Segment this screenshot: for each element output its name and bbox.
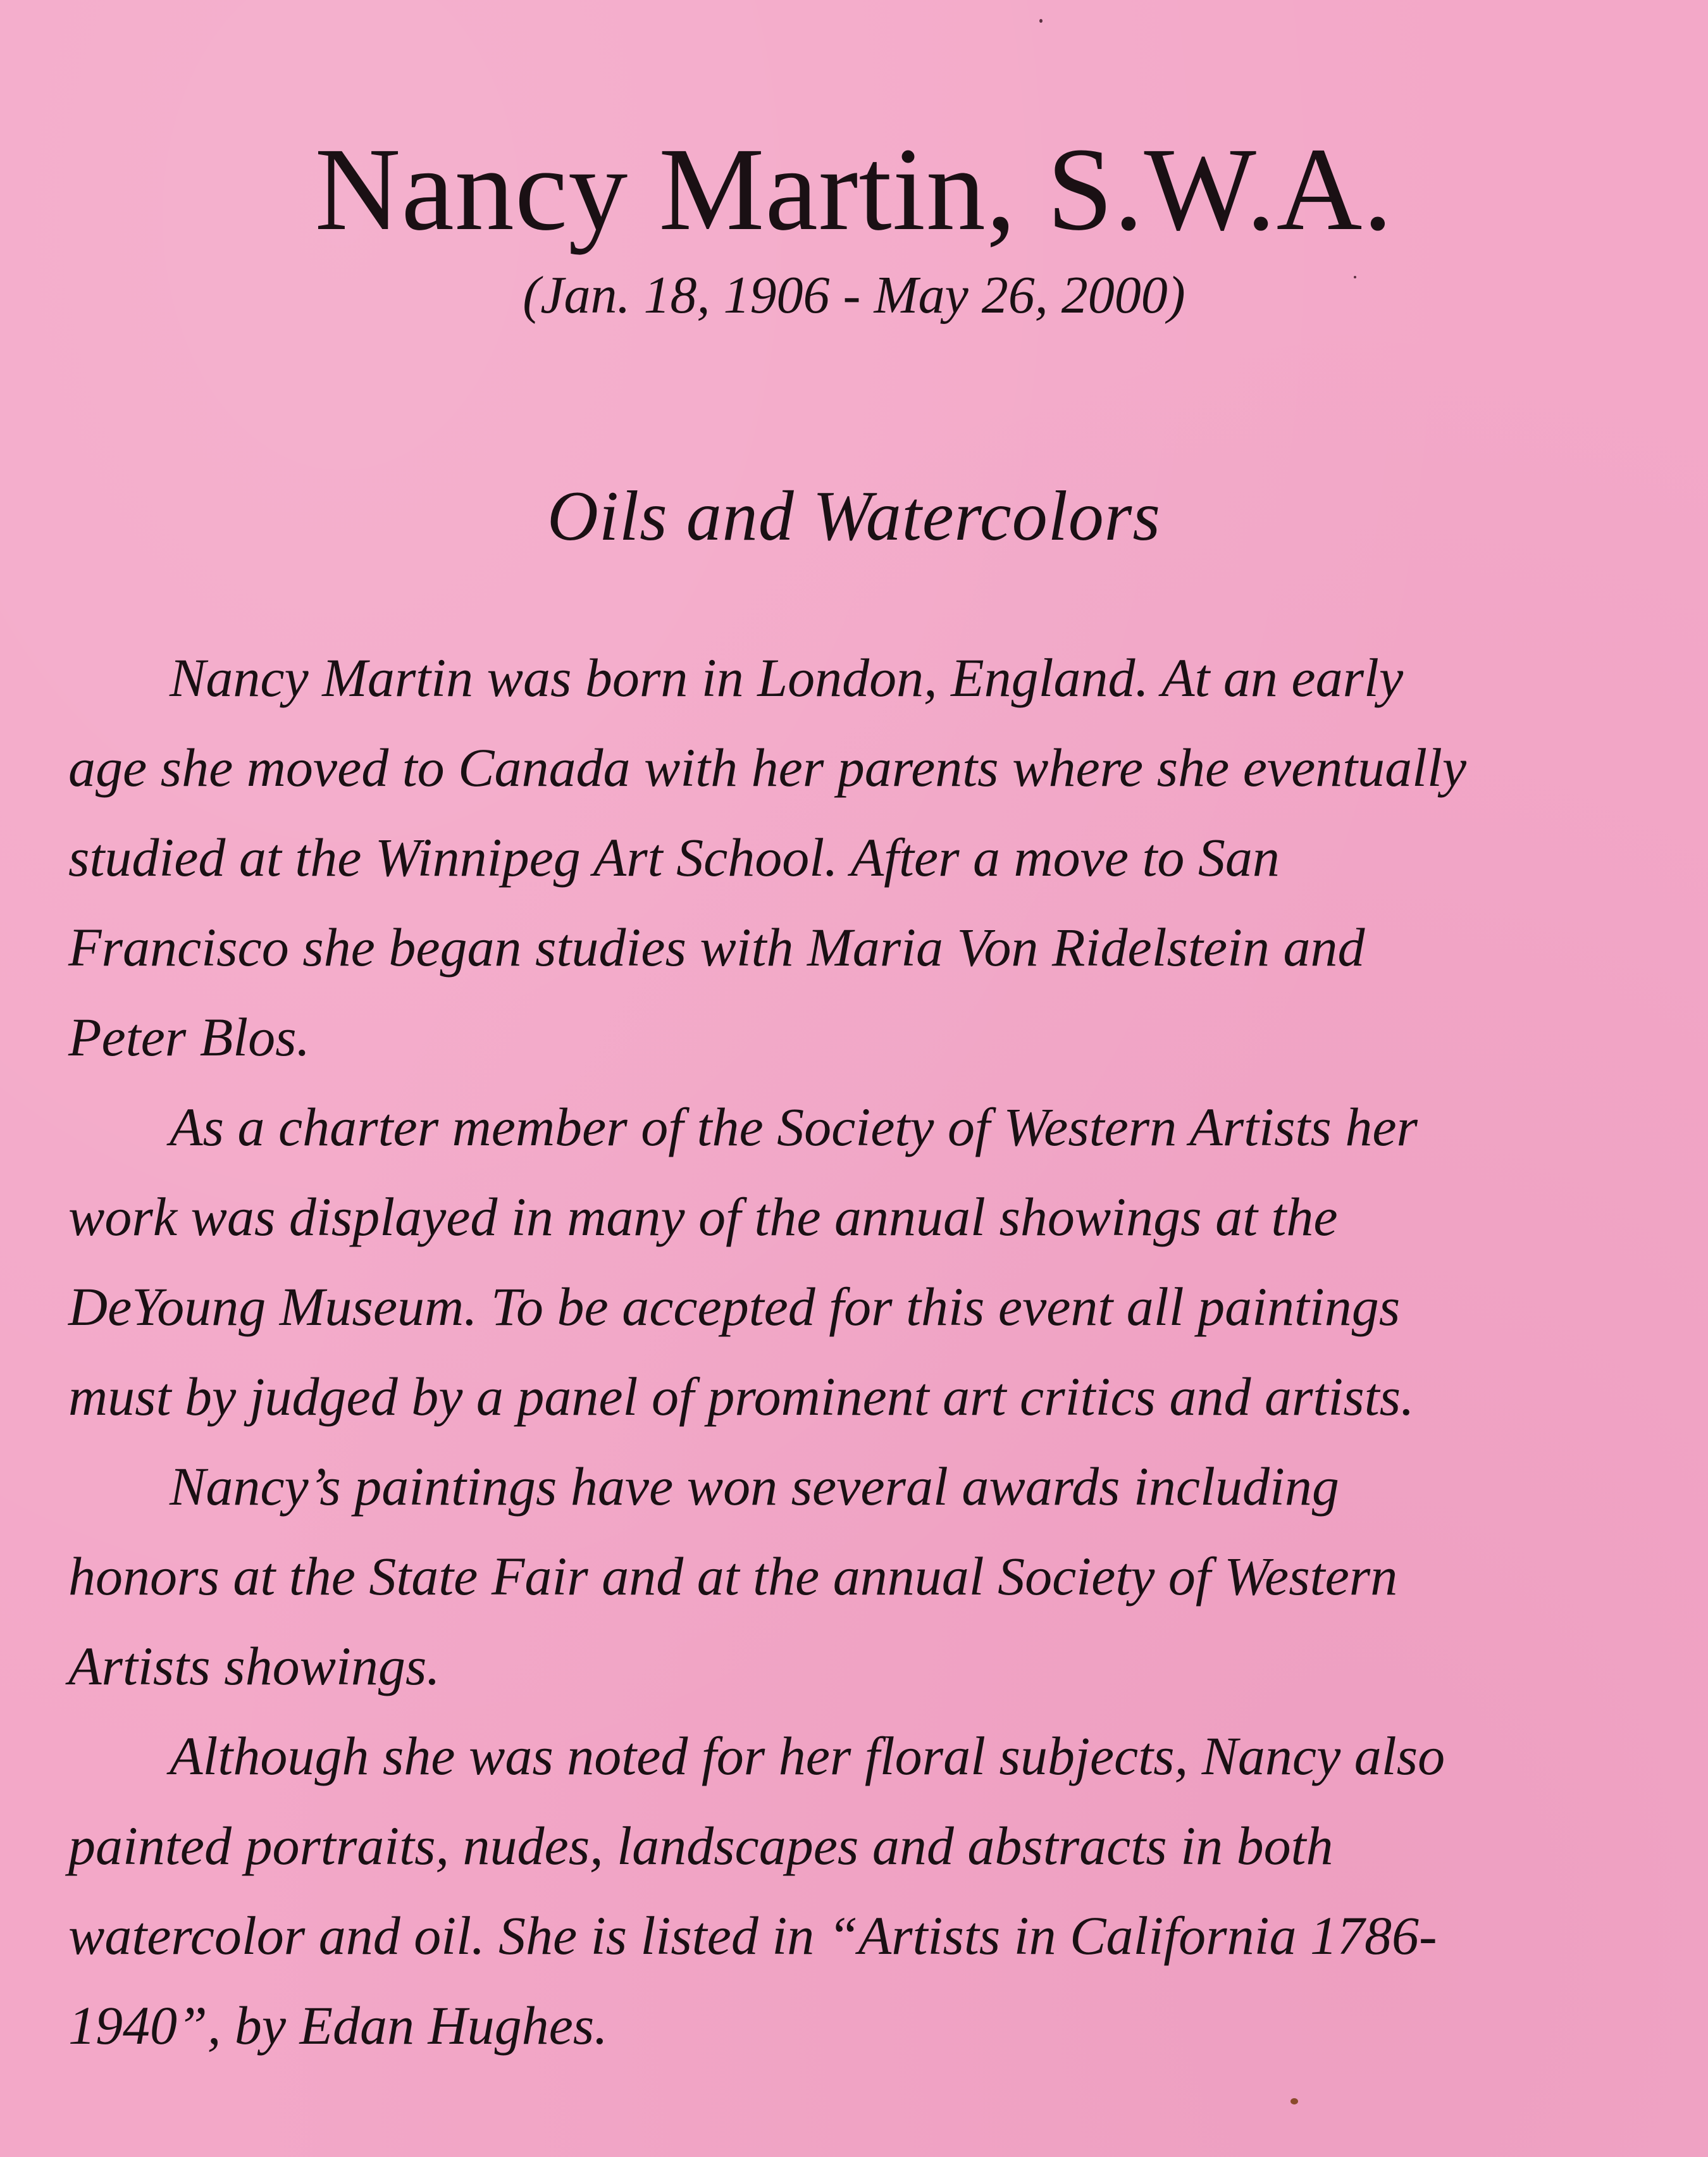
life-dates: (Jan. 18, 1906 - May 26, 2000) [523, 266, 1185, 325]
text-line: Francisco she began studies with Maria Von Ridelstein and [68, 917, 1365, 978]
paper-speck [1354, 276, 1356, 278]
subtitle: Oils and Watercolors [547, 477, 1161, 556]
text-line: DeYoung Museum. To be accepted for this event all paintings [68, 1276, 1401, 1337]
paper-speck [1039, 19, 1043, 23]
text-line: Although she was noted for her floral subjects, Nancy also [170, 1725, 1445, 1786]
text-line: must by judged by a panel of prominent art critics and artists. [68, 1366, 1414, 1427]
text-line: age she moved to Canada with her parents where she eventually [68, 737, 1467, 798]
text-line: painted portraits, nudes, landscapes and abstracts in both [68, 1815, 1334, 1876]
text-line: Nancy Martin was born in London, England. At an early [170, 647, 1404, 708]
text-line: honors at the State Fair and at the annual Society of Western [68, 1546, 1398, 1607]
text-line: studied at the Winnipeg Art School. After a move to San [68, 827, 1280, 888]
text-line: Artists showings. [68, 1636, 440, 1696]
paragraph-4 [68, 1711, 1662, 2070]
paper-speck [1290, 2098, 1298, 2104]
text-line: work was displayed in many of the annual showings at the [68, 1186, 1338, 1247]
text-line: watercolor and oil. She is listed in “Artists in California 1786- [68, 1905, 1437, 1966]
page-title: Nancy Martin, S.W.A. [314, 123, 1394, 255]
text-line: 1940”, by Edan Hughes. [68, 1995, 608, 2056]
biography-text [68, 633, 1662, 2070]
paragraph-2 [68, 1082, 1662, 1441]
text-line: As a charter member of the Society of Western Artists her [170, 1097, 1418, 1157]
paragraph-3 [68, 1441, 1662, 1711]
text-line: Nancy’s paintings have won several awards including [170, 1456, 1339, 1517]
paragraph-1 [68, 633, 1662, 1082]
text-line: Peter Blos. [68, 1007, 311, 1067]
